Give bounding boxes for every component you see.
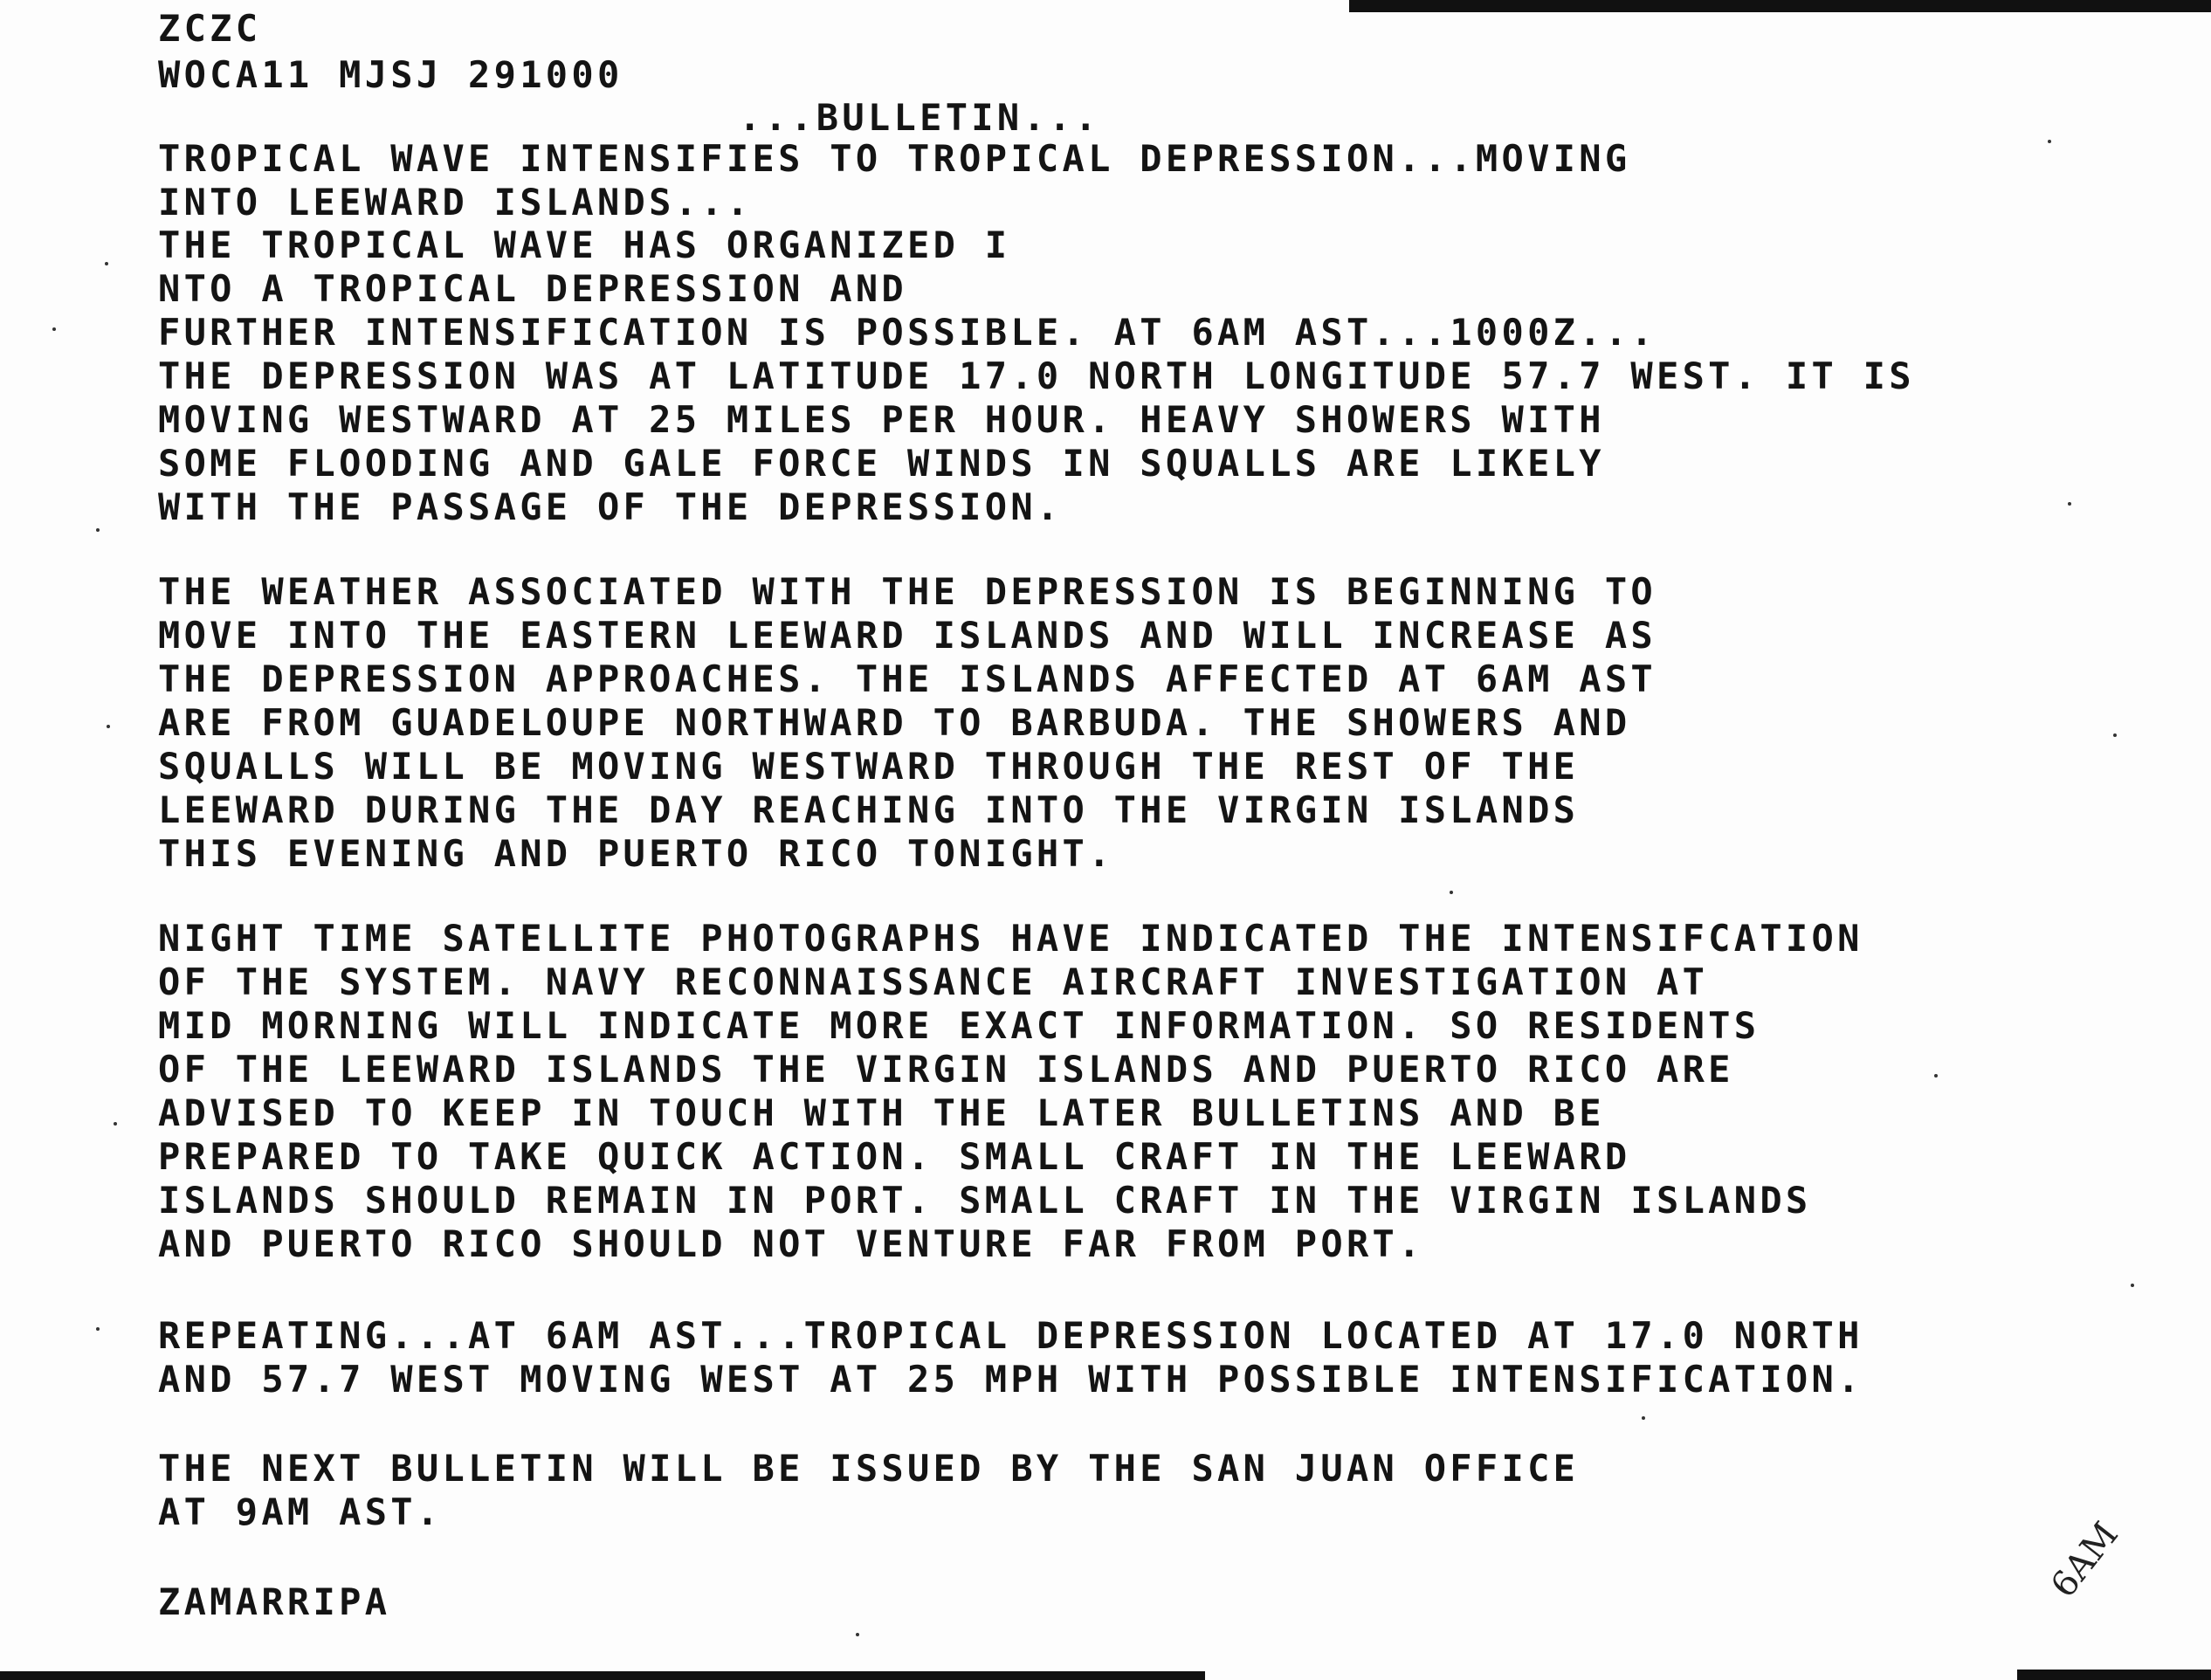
bottom-edge-rule-right [2017, 1670, 2211, 1680]
scan-speck [107, 725, 110, 728]
scan-speck [1450, 891, 1453, 894]
scan-speck [114, 1122, 117, 1126]
p4-line-1: REPEATING...AT 6AM AST...TROPICAL DEPRESSION LOCATED AT 17.0 NORTH [158, 1314, 1863, 1357]
p5-line-1: THE NEXT BULLETIN WILL BE ISSUED BY THE SAN JUAN OFFICE [158, 1447, 1580, 1490]
scan-speck [96, 528, 100, 532]
top-edge-rule [1349, 0, 2211, 12]
p3-line-8: AND PUERTO RICO SHOULD NOT VENTURE FAR FROM PORT. [158, 1222, 1424, 1265]
p2-line-2: MOVE INTO THE EASTERN LEEWARD ISLANDS AND WILL INCREASE AS [158, 614, 1657, 657]
p3-line-7: ISLANDS SHOULD REMAIN IN PORT. SMALL CRAFT IN THE VIRGIN ISLANDS [158, 1179, 1812, 1222]
scan-speck [2068, 502, 2071, 506]
scan-speck [52, 327, 56, 331]
scan-speck [2131, 1284, 2134, 1287]
p1-line-9: WITH THE PASSAGE OF THE DEPRESSION. [158, 485, 1063, 528]
p2-line-1: THE WEATHER ASSOCIATED WITH THE DEPRESSION IS BEGINNING TO [158, 570, 1657, 613]
header-line-1: ZCZC [158, 7, 262, 50]
p1-line-3: THE TROPICAL WAVE HAS ORGANIZED I [158, 224, 1011, 266]
p5-line-2: AT 9AM AST. [158, 1491, 443, 1533]
p2-line-7: THIS EVENING AND PUERTO RICO TONIGHT. [158, 832, 1114, 875]
p1-line-7: MOVING WESTWARD AT 25 MILES PER HOUR. HEAVY SHOWERS WITH [158, 398, 1605, 441]
p1-line-6: THE DEPRESSION WAS AT LATITUDE 17.0 NORTH LONGITUDE 57.7 WEST. IT IS [158, 355, 1915, 397]
p1-line-8: SOME FLOODING AND GALE FORCE WINDS IN SQUALLS ARE LIKELY [158, 442, 1605, 485]
scan-speck [856, 1633, 859, 1636]
header-line-2: WOCA11 MJSJ 291000 [158, 53, 623, 96]
p2-line-5: SQUALLS WILL BE MOVING WESTWARD THROUGH THE REST OF THE [158, 745, 1580, 788]
p3-line-5: ADVISED TO KEEP IN TOUCH WITH THE LATER BULLETINS AND BE [158, 1091, 1605, 1134]
scan-speck [1934, 1074, 1938, 1078]
bulletin-title: ...BULLETIN... [739, 96, 1101, 139]
p2-line-3: THE DEPRESSION APPROACHES. THE ISLANDS AFFECTED AT 6AM AST [158, 658, 1657, 700]
scan-speck [105, 262, 108, 265]
p2-line-6: LEEWARD DURING THE DAY REACHING INTO THE VIRGIN ISLANDS [158, 788, 1580, 831]
p1-line-4: NTO A TROPICAL DEPRESSION AND [158, 267, 907, 310]
p4-line-2: AND 57.7 WEST MOVING WEST AT 25 MPH WITH POSSIBLE INTENSIFICATION. [158, 1358, 1863, 1401]
p2-line-4: ARE FROM GUADELOUPE NORTHWARD TO BARBUDA. THE SHOWERS AND [158, 701, 1631, 744]
p1-line-1: TROPICAL WAVE INTENSIFIES TO TROPICAL DEPRESSION...MOVING [158, 137, 1631, 180]
handwritten-note: 6AM [2043, 1514, 2126, 1606]
p3-line-4: OF THE LEEWARD ISLANDS THE VIRGIN ISLANDS AND PUERTO RICO ARE [158, 1048, 1734, 1091]
signature: ZAMARRIPA [158, 1580, 391, 1623]
scan-speck [2113, 733, 2117, 737]
scan-speck [2048, 140, 2051, 143]
p1-line-5: FURTHER INTENSIFICATION IS POSSIBLE. AT 6AM AST...1000Z... [158, 311, 1657, 354]
scan-speck [96, 1327, 100, 1331]
scan-speck [1642, 1416, 1645, 1420]
p1-line-2: INTO LEEWARD ISLANDS... [158, 181, 753, 224]
p3-line-2: OF THE SYSTEM. NAVY RECONNAISSANCE AIRCRAFT INVESTIGATION AT [158, 960, 1709, 1003]
bottom-edge-rule-left [0, 1671, 1205, 1680]
p3-line-1: NIGHT TIME SATELLITE PHOTOGRAPHS HAVE INDICATED THE INTENSIFCATION [158, 917, 1863, 960]
p3-line-3: MID MORNING WILL INDICATE MORE EXACT INFORMATION. SO RESIDENTS [158, 1004, 1760, 1047]
p3-line-6: PREPARED TO TAKE QUICK ACTION. SMALL CRAFT IN THE LEEWARD [158, 1135, 1631, 1178]
